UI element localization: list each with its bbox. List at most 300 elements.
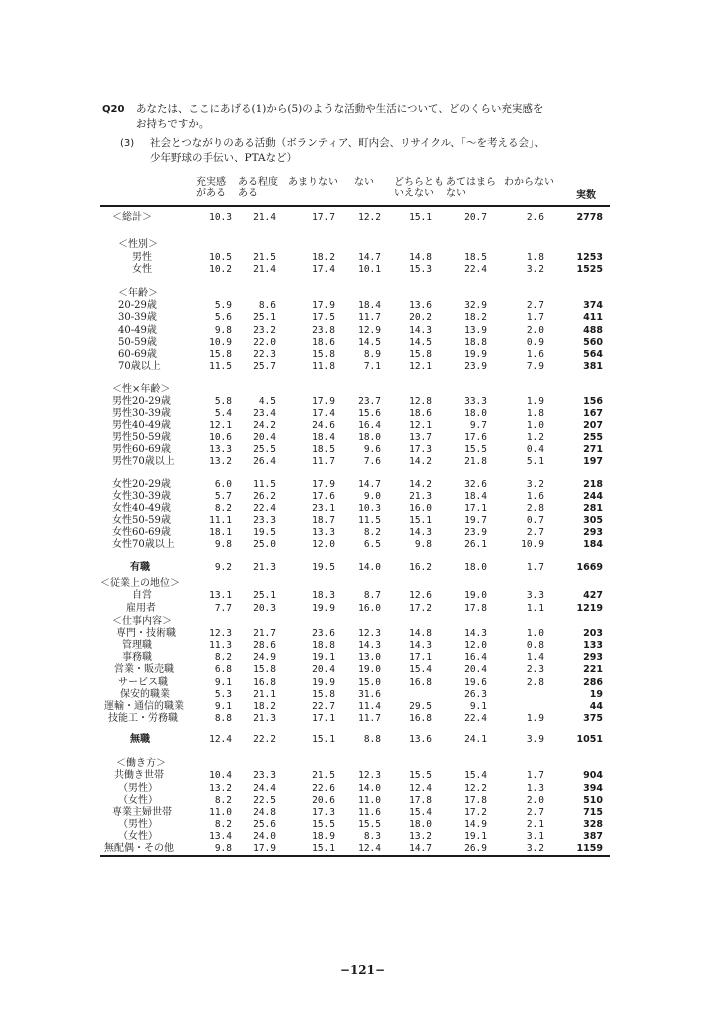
percent-cell: 22.4 [253, 503, 276, 514]
percent-cell: 28.6 [253, 640, 276, 651]
percent-cell: 18.6 [312, 337, 335, 348]
percent-cell: 14.7 [358, 252, 381, 263]
row-label: 女性20-29歳 [112, 479, 171, 490]
percent-cell: 5.7 [214, 491, 232, 502]
percent-cell: 8.8 [214, 713, 232, 724]
count-cell: 255 [583, 432, 603, 443]
percent-cell: 1.2 [526, 432, 544, 443]
percent-cell: 25.6 [253, 819, 276, 830]
row-label: ＜仕事内容＞ [112, 616, 172, 627]
percent-cell: 25.0 [253, 539, 276, 550]
count-cell: 1051 [576, 734, 603, 745]
percent-cell: 22.4 [464, 713, 487, 724]
table-row [0, 337, 725, 349]
percent-cell: 3.2 [526, 264, 544, 275]
percent-cell: 15.3 [409, 264, 432, 275]
percent-cell: 17.5 [312, 312, 335, 323]
percent-cell: 7.6 [363, 456, 381, 467]
row-label: 事務職 [122, 652, 152, 663]
percent-cell: 24.2 [253, 420, 276, 431]
percent-cell: 5.4 [214, 408, 232, 419]
percent-cell: 15.6 [358, 408, 381, 419]
percent-cell: 29.5 [409, 701, 432, 712]
percent-cell: 13.9 [464, 325, 487, 336]
table-row [0, 689, 725, 701]
percent-cell: 12.8 [409, 396, 432, 407]
table-row [0, 783, 725, 795]
percent-cell: 21.5 [312, 770, 335, 781]
percent-cell: 14.3 [409, 640, 432, 651]
percent-cell: 14.3 [409, 325, 432, 336]
percent-cell: 3.3 [526, 590, 544, 601]
table-row [0, 590, 725, 602]
percent-cell: 14.9 [464, 819, 487, 830]
percent-cell: 19.0 [358, 664, 381, 675]
table-row [0, 361, 725, 373]
percent-cell: 1.1 [526, 603, 544, 614]
percent-cell: 19.1 [312, 652, 335, 663]
percent-cell: 8.2 [214, 652, 232, 663]
percent-cell: 12.2 [464, 783, 487, 794]
percent-cell: 11.7 [312, 456, 335, 467]
column-header-atehamaranai: あてはまら ない [446, 177, 496, 199]
percent-cell: 8.9 [363, 349, 381, 360]
table-row [0, 396, 725, 408]
percent-cell: 12.3 [209, 628, 232, 639]
percent-cell: 17.4 [312, 264, 335, 275]
percent-cell: 16.4 [358, 420, 381, 431]
percent-cell: 12.6 [409, 590, 432, 601]
table-row [0, 539, 725, 551]
count-cell: 305 [583, 515, 603, 526]
table-row [0, 603, 725, 615]
percent-cell: 13.6 [409, 300, 432, 311]
count-cell: 156 [583, 396, 603, 407]
subquestion-number: (3) [120, 138, 135, 149]
percent-cell: 14.8 [409, 252, 432, 263]
percent-cell: 24.1 [464, 734, 487, 745]
percent-cell: 15.8 [253, 664, 276, 675]
percent-cell: 25.7 [253, 361, 276, 372]
percent-cell: 1.7 [526, 770, 544, 781]
percent-cell: 2.8 [526, 503, 544, 514]
percent-cell: 21.5 [253, 252, 276, 263]
row-label: 60-69歳 [118, 349, 157, 360]
percent-cell: 24.9 [253, 652, 276, 663]
percent-cell: 25.1 [253, 590, 276, 601]
row-label: 男性20-29歳 [112, 396, 171, 407]
column-header-aru-teido-aru: ある程度 ある [238, 177, 278, 199]
count-cell: 133 [583, 640, 603, 651]
row-label: ＜総計＞ [112, 212, 152, 223]
row-label: 専門・技術職 [116, 628, 176, 639]
percent-cell: 1.6 [526, 349, 544, 360]
percent-cell: 21.3 [409, 491, 432, 502]
percent-cell: 1.4 [526, 652, 544, 663]
count-cell: 510 [583, 795, 603, 806]
percent-cell: 2.7 [526, 807, 544, 818]
percent-cell: 1.9 [526, 396, 544, 407]
percent-cell: 32.6 [464, 479, 487, 490]
percent-cell: 1.3 [526, 783, 544, 794]
row-label: ＜年齢＞ [118, 288, 158, 299]
percent-cell: 1.8 [526, 252, 544, 263]
percent-cell: 18.0 [358, 432, 381, 443]
percent-cell: 19.9 [464, 349, 487, 360]
percent-cell: 12.1 [409, 420, 432, 431]
percent-cell: 18.1 [209, 527, 232, 538]
percent-cell: 10.9 [521, 539, 544, 550]
percent-cell: 16.8 [253, 677, 276, 688]
percent-cell: 23.8 [312, 325, 335, 336]
percent-cell: 19.6 [464, 677, 487, 688]
percent-cell: 3.1 [526, 831, 544, 842]
row-label: 営業・販売職 [114, 664, 174, 675]
percent-cell: 11.8 [312, 361, 335, 372]
table-row [0, 652, 725, 664]
count-cell: 19 [589, 689, 603, 700]
percent-cell: 14.3 [358, 640, 381, 651]
percent-cell: 12.9 [358, 325, 381, 336]
row-label: 男性 [132, 252, 152, 263]
group-header-row [0, 384, 725, 396]
percent-cell: 2.1 [526, 819, 544, 830]
count-cell: 1525 [576, 264, 603, 275]
percent-cell: 17.9 [312, 396, 335, 407]
group-header-row [0, 758, 725, 770]
table-row [0, 664, 725, 676]
percent-cell: 2.3 [526, 664, 544, 675]
column-header-jissu: 実数 [576, 190, 596, 201]
percent-cell: 6.0 [214, 479, 232, 490]
percent-cell: 19.7 [464, 515, 487, 526]
count-cell: 387 [583, 831, 603, 842]
percent-cell: 18.0 [464, 408, 487, 419]
row-label: （女性） [118, 831, 158, 842]
percent-cell: 14.0 [358, 783, 381, 794]
percent-cell: 11.3 [209, 640, 232, 651]
percent-cell: 14.8 [409, 628, 432, 639]
table-row [0, 795, 725, 807]
percent-cell: 8.6 [258, 300, 276, 311]
percent-cell: 23.1 [312, 503, 335, 514]
percent-cell: 5.3 [214, 689, 232, 700]
percent-cell: 24.4 [253, 783, 276, 794]
row-label: 女性60-69歳 [112, 527, 171, 538]
percent-cell: 9.8 [214, 843, 232, 854]
percent-cell: 14.3 [409, 527, 432, 538]
percent-cell: 12.4 [358, 843, 381, 854]
percent-cell: 23.3 [253, 770, 276, 781]
percent-cell: 20.3 [253, 603, 276, 614]
percent-cell: 18.6 [409, 408, 432, 419]
percent-cell: 18.5 [464, 252, 487, 263]
count-cell: 167 [583, 408, 603, 419]
percent-cell: 11.0 [209, 807, 232, 818]
percent-cell: 9.8 [214, 539, 232, 550]
percent-cell: 3.2 [526, 479, 544, 490]
table-row [0, 515, 725, 527]
percent-cell: 7.9 [526, 361, 544, 372]
row-label: 自営 [132, 590, 152, 601]
percent-cell: 8.8 [363, 734, 381, 745]
percent-cell: 9.1 [214, 701, 232, 712]
count-cell: 271 [583, 444, 603, 455]
percent-cell: 8.2 [214, 819, 232, 830]
percent-cell: 10.5 [209, 252, 232, 263]
count-cell: 381 [583, 361, 603, 372]
percent-cell: 19.0 [464, 590, 487, 601]
count-cell: 374 [583, 300, 603, 311]
percent-cell: 5.1 [526, 456, 544, 467]
percent-cell: 19.5 [253, 527, 276, 538]
percent-cell: 1.6 [526, 491, 544, 502]
percent-cell: 19.1 [464, 831, 487, 842]
row-label: 管理職 [122, 640, 152, 651]
row-label: 共働き世帯 [114, 770, 164, 781]
percent-cell: 12.4 [409, 783, 432, 794]
table-row [0, 677, 725, 689]
percent-cell: 17.7 [312, 212, 335, 223]
percent-cell: 22.4 [464, 264, 487, 275]
count-cell: 564 [583, 349, 603, 360]
percent-cell: 6.5 [363, 539, 381, 550]
percent-cell: 9.0 [363, 491, 381, 502]
percent-cell: 17.9 [312, 479, 335, 490]
table-row [0, 300, 725, 312]
percent-cell: 15.5 [312, 819, 335, 830]
percent-cell: 26.9 [464, 843, 487, 854]
percent-cell: 17.9 [312, 300, 335, 311]
row-label: ＜性別＞ [118, 239, 158, 250]
table-row [0, 713, 725, 725]
percent-cell: 20.2 [409, 312, 432, 323]
question-text: あなたは、ここにあげる(1)から(5)のような活動や生活について、どのくらい充実感を お持ちですか。 [136, 103, 544, 130]
percent-cell: 21.7 [253, 628, 276, 639]
row-label: 男性30-39歳 [112, 408, 171, 419]
count-cell: 244 [583, 491, 603, 502]
percent-cell: 13.0 [358, 652, 381, 663]
percent-cell: 15.5 [409, 770, 432, 781]
row-label: 女性30-39歳 [112, 491, 171, 502]
group-header-row [0, 239, 725, 251]
percent-cell: 14.7 [409, 843, 432, 854]
percent-cell: 16.2 [409, 562, 432, 573]
percent-cell: 0.4 [526, 444, 544, 455]
count-cell: 281 [583, 503, 603, 514]
percent-cell: 15.1 [409, 515, 432, 526]
percent-cell: 15.5 [358, 819, 381, 830]
table-bottom-rule [100, 855, 610, 857]
count-cell: 197 [583, 456, 603, 467]
count-cell: 286 [583, 677, 603, 688]
percent-cell: 8.2 [214, 795, 232, 806]
percent-cell: 9.8 [414, 539, 432, 550]
percent-cell: 15.1 [312, 734, 335, 745]
percent-cell: 17.1 [464, 503, 487, 514]
percent-cell: 32.9 [464, 300, 487, 311]
percent-cell: 17.9 [253, 843, 276, 854]
percent-cell: 11.5 [209, 361, 232, 372]
percent-cell: 10.6 [209, 432, 232, 443]
percent-cell: 17.8 [464, 603, 487, 614]
percent-cell: 20.4 [464, 664, 487, 675]
percent-cell: 21.3 [253, 562, 276, 573]
table-row [0, 444, 725, 456]
percent-cell: 17.1 [312, 713, 335, 724]
percent-cell: 18.4 [464, 491, 487, 502]
percent-cell: 2.6 [526, 212, 544, 223]
row-label: ＜働き方＞ [116, 758, 166, 769]
percent-cell: 15.5 [464, 444, 487, 455]
percent-cell: 11.4 [358, 701, 381, 712]
percent-cell: 15.8 [409, 349, 432, 360]
count-cell: 328 [583, 819, 603, 830]
percent-cell: 17.6 [464, 432, 487, 443]
count-cell: 44 [589, 701, 603, 712]
table-row [0, 701, 725, 713]
row-label: 女性40-49歳 [112, 503, 171, 514]
column-header-wakaranai: わからない [504, 177, 554, 188]
count-cell: 2778 [576, 212, 603, 223]
count-cell: 207 [583, 420, 603, 431]
percent-cell: 22.6 [312, 783, 335, 794]
row-label: 運輸・通信的職業 [104, 701, 184, 712]
percent-cell: 18.8 [312, 640, 335, 651]
row-label: 有職 [130, 562, 150, 573]
row-label: 男性50-59歳 [112, 432, 171, 443]
table-row [0, 527, 725, 539]
percent-cell: 1.8 [526, 408, 544, 419]
percent-cell: 4.5 [258, 396, 276, 407]
row-label: 女性50-59歳 [112, 515, 171, 526]
percent-cell: 1.0 [526, 420, 544, 431]
percent-cell: 8.3 [363, 831, 381, 842]
count-cell: 1253 [576, 252, 603, 263]
percent-cell: 17.3 [409, 444, 432, 455]
table-row [0, 432, 725, 444]
row-label: 専業主婦世帯 [112, 807, 172, 818]
percent-cell: 7.7 [214, 603, 232, 614]
row-label: 50-59歳 [118, 337, 157, 348]
percent-cell: 23.4 [253, 408, 276, 419]
percent-cell: 21.4 [253, 264, 276, 275]
percent-cell: 3.9 [526, 734, 544, 745]
percent-cell: 15.8 [312, 689, 335, 700]
count-cell: 218 [583, 479, 603, 490]
count-cell: 203 [583, 628, 603, 639]
row-label: 男性40-49歳 [112, 420, 171, 431]
table-row [0, 819, 725, 831]
row-label: 無配偶・その他 [104, 843, 174, 854]
table-row [0, 770, 725, 782]
row-label: 20-29歳 [118, 300, 157, 311]
percent-cell: 11.7 [358, 713, 381, 724]
count-cell: 293 [583, 652, 603, 663]
percent-cell: 13.2 [209, 456, 232, 467]
percent-cell: 10.1 [358, 264, 381, 275]
percent-cell: 12.0 [312, 539, 335, 550]
percent-cell: 23.2 [253, 325, 276, 336]
percent-cell: 22.0 [253, 337, 276, 348]
table-row [0, 807, 725, 819]
table-row [0, 456, 725, 468]
group-header-row [0, 288, 725, 300]
table-row [0, 408, 725, 420]
percent-cell: 0.8 [526, 640, 544, 651]
percent-cell: 15.8 [209, 349, 232, 360]
row-label: 無職 [130, 734, 150, 745]
percent-cell: 26.3 [464, 689, 487, 700]
percent-cell: 18.0 [409, 819, 432, 830]
percent-cell: 18.5 [312, 444, 335, 455]
percent-cell: 3.2 [526, 843, 544, 854]
percent-cell: 15.0 [358, 677, 381, 688]
percent-cell: 9.2 [214, 562, 232, 573]
percent-cell: 5.8 [214, 396, 232, 407]
table-row [0, 640, 725, 652]
percent-cell: 23.7 [358, 396, 381, 407]
group-header-row [0, 616, 725, 628]
percent-cell: 10.3 [209, 212, 232, 223]
percent-cell: 10.2 [209, 264, 232, 275]
percent-cell: 8.7 [363, 590, 381, 601]
row-label: 技能工・労務職 [108, 713, 178, 724]
row-label: ＜性×年齢＞ [112, 384, 171, 395]
page-number: −121− [339, 963, 386, 977]
percent-cell: 15.1 [312, 843, 335, 854]
percent-cell: 8.2 [214, 503, 232, 514]
table-row [0, 349, 725, 361]
count-cell: 184 [583, 539, 603, 550]
percent-cell: 12.2 [358, 212, 381, 223]
percent-cell: 16.0 [409, 503, 432, 514]
percent-cell: 2.8 [526, 677, 544, 688]
percent-cell: 12.3 [358, 628, 381, 639]
percent-cell: 20.4 [312, 664, 335, 675]
percent-cell: 12.3 [358, 770, 381, 781]
percent-cell: 2.7 [526, 300, 544, 311]
row-label: 保安的職業 [120, 689, 170, 700]
percent-cell: 9.7 [469, 420, 487, 431]
percent-cell: 11.1 [209, 515, 232, 526]
percent-cell: 24.8 [253, 807, 276, 818]
table-row [0, 734, 725, 746]
percent-cell: 17.6 [312, 491, 335, 502]
percent-cell: 11.7 [358, 312, 381, 323]
percent-cell: 19.9 [312, 677, 335, 688]
percent-cell: 20.4 [253, 432, 276, 443]
percent-cell: 5.6 [214, 312, 232, 323]
percent-cell: 18.2 [312, 252, 335, 263]
percent-cell: 18.2 [253, 701, 276, 712]
column-header-jujitsukan-ga-aru: 充実感 がある [196, 177, 226, 199]
column-header-dochira-tomo-ienai: どちらとも いえない [394, 177, 444, 199]
percent-cell: 2.7 [526, 527, 544, 538]
percent-cell: 6.8 [214, 664, 232, 675]
count-cell: 293 [583, 527, 603, 538]
count-cell: 375 [583, 713, 603, 724]
percent-cell: 1.9 [526, 713, 544, 724]
count-cell: 1669 [576, 562, 603, 573]
percent-cell: 9.8 [214, 325, 232, 336]
percent-cell: 25.5 [253, 444, 276, 455]
row-label: 70歳以上 [118, 361, 161, 372]
percent-cell: 16.0 [358, 603, 381, 614]
percent-cell: 26.1 [464, 539, 487, 550]
percent-cell: 18.0 [464, 562, 487, 573]
table-row [0, 831, 725, 843]
